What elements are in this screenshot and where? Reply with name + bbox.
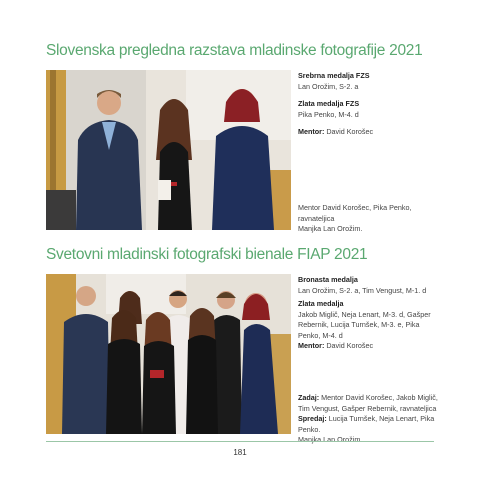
mentor-label: Mentor:	[298, 341, 325, 350]
page-number: 181	[233, 448, 247, 457]
mentor-name: David Korošec	[326, 127, 374, 136]
award-gold: Zlata medalja	[298, 299, 344, 308]
award-gold-fzs-winner: Pika Penko, M-4. d	[298, 109, 359, 119]
section-1-caption-bottom	[298, 203, 438, 235]
footer-divider	[46, 441, 434, 442]
section-1-title: Slovenska pregledna razstava mladinske fotografije 2021	[46, 42, 423, 59]
back-row-text: Mentor David Korošec, Jakob Miglič, Tim Vengust, Gašper Rebernik, ravnateljica	[298, 393, 438, 413]
section-2-caption-bottom	[298, 393, 438, 446]
award-bronze: Bronasta medalja	[298, 275, 358, 284]
mentor-line	[298, 341, 438, 352]
photo-caption-missing: Manjka Lan Orožim.	[298, 435, 363, 444]
section-1-caption-top	[298, 71, 438, 138]
award-gold-fzs: Zlata medalja FZS	[298, 99, 360, 108]
back-row-line	[298, 393, 438, 414]
award-silver-fzs: Srebrna medalja FZS	[298, 71, 370, 80]
front-row-line	[298, 414, 438, 435]
front-row-text: Lucija Turnšek, Neja Lenart, Pika Penko.	[298, 414, 435, 434]
award-silver-fzs-winner: Lan Orožim, S-2. a	[298, 81, 359, 91]
photo-caption-missing: Manjka Lan Orožim.	[298, 224, 363, 233]
photo-caption-line: ravnateljica	[298, 213, 335, 223]
photo-caption-line: Mentor David Korošec, Pika Penko,	[298, 203, 412, 212]
award-photo-1	[46, 70, 291, 230]
mentor-name: David Korošec	[326, 341, 374, 350]
back-row-label: Zadaj:	[298, 393, 320, 402]
award-bronze-winners: Lan Orožim, S-2. a, Tim Vengust, M-1. d	[298, 285, 427, 295]
section-2-title: Svetovni mladinski fotografski bienale FIAP 2021	[46, 246, 368, 263]
front-row-label: Spredaj:	[298, 414, 327, 423]
section-2-caption-top	[298, 275, 438, 352]
mentor-line	[298, 127, 438, 138]
mentor-label: Mentor:	[298, 127, 325, 136]
award-gold-winners: Jakob Miglič, Neja Lenart, M-3. d, Gašper Rebernik, Lucija Turnšek, M-3. e, Pika Penko, M-4. d	[298, 309, 431, 340]
award-photo-2	[46, 274, 291, 434]
